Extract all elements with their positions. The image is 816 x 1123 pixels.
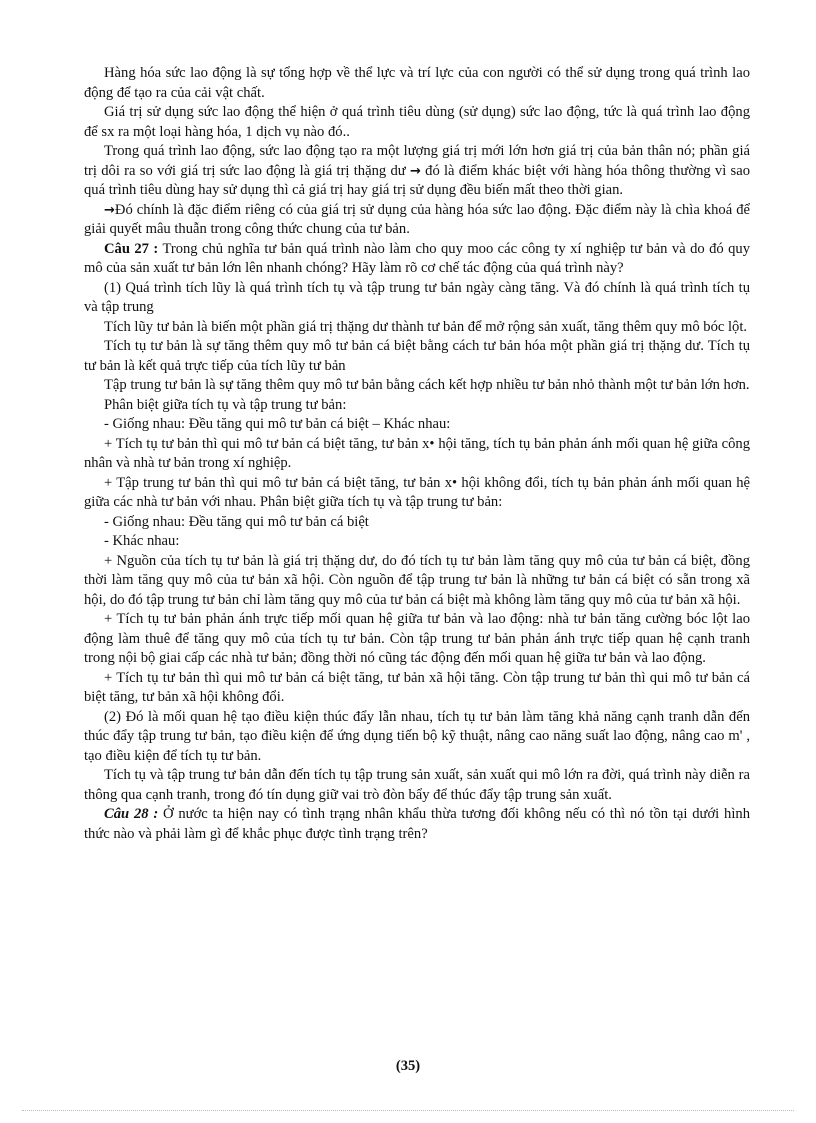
paragraph-text: Tích tụ và tập trung tư bản dẫn đến tích tụ tập trung sản xuất, sản xuất qui mô lớn ra đời, quá trình này diễn ra thông qua cạnh tranh, trong đó tín dụng giữ vai trò đòn bẩy để thúc đẩy tập trung sản xuất. xyxy=(84,767,750,803)
question-label: Câu 27 : xyxy=(104,240,159,257)
list-item xyxy=(84,435,750,474)
list-item xyxy=(84,415,750,435)
paragraph xyxy=(84,64,750,103)
list-item xyxy=(84,669,750,708)
paragraph xyxy=(84,766,750,805)
paragraph-text: đó là điểm khác biệt với hàng hóa thông thường vì sao quá trình tiêu dùng hay sử dụng thì cả giá trị hay giá trị sử dụng đều biến mất theo thời gian. xyxy=(84,162,751,198)
paragraph xyxy=(84,708,750,767)
paragraph-text: - Khác nhau: xyxy=(104,533,180,549)
question-label: Câu 28 : xyxy=(104,806,159,822)
question-27 xyxy=(84,240,750,279)
paragraph xyxy=(84,103,750,142)
paragraph xyxy=(84,376,750,396)
list-item xyxy=(84,532,750,552)
paragraph-text: Phân biệt giữa tích tụ và tập trung tư bản: xyxy=(104,396,347,413)
paragraph-text: + Tích tụ tư bản thì qui mô tư bản cá biệt tăng, tư bản x• hội tăng, tích tụ bản phản ánh mối quan hệ giữa công nhân và nhà tư bản trong xí nghiệp. xyxy=(84,435,750,471)
paragraph-text: Hàng hóa sức lao động là sự tổng hợp về thể lực và trí lực của con người có thể sử dụng trong quá trình lao động để tạo ra của cải vật chất. xyxy=(84,65,750,101)
paragraph xyxy=(84,201,750,240)
arrow-right-icon: → xyxy=(104,202,115,218)
paragraph xyxy=(84,396,750,416)
page-number: (35) xyxy=(395,1058,421,1074)
list-item xyxy=(84,610,750,669)
paragraph xyxy=(84,279,750,318)
paragraph-text: (1) Quá trình tích lũy là quá trình tích tụ và tập trung tư bản ngày càng tăng. Và đó chính là quá trình tích tụ và tập trung xyxy=(84,279,750,315)
paragraph-text: Tích lũy tư bản là biến một phần giá trị thặng dư thành tư bản để mở rộng sản xuất, tăng thêm quy mô bóc lột. xyxy=(104,318,748,335)
paragraph xyxy=(84,142,750,201)
paragraph-text: Trong quá trình lao động, sức lao động tạo ra một lượng giá trị mới lớn hơn giá trị của bản thân nó; phần giá trị dôi ra so với giá trị sức lao động là giá trị thặng dư xyxy=(84,143,750,179)
bottom-divider xyxy=(22,1110,794,1111)
paragraph-text: Giá trị sử dụng sức lao động thể hiện ở quá trình tiêu dùng (sử dụng) sức lao động, tức là quá trình lao động để sx ra một loại hàng hóa, 1 dịch vụ nào đó.. xyxy=(84,104,750,140)
question-text: Trong chủ nghĩa tư bản quá trình nào làm cho quy moo các công ty xí nghiệp tư bản và do đó quy mô của sản xuất tư bản lớn lên nhanh chóng? Hãy làm rõ cơ chế tác động của quá trình này? xyxy=(84,240,751,276)
document-body xyxy=(84,64,750,844)
question-28 xyxy=(84,805,750,844)
paragraph xyxy=(84,318,750,338)
paragraph-text: + Tập trung tư bản thì qui mô tư bản cá biệt tăng, tư bản x• hội không đổi, tích tụ bản phản ánh mối quan hệ giữa các nhà tư bản với nhau. Phân biệt giữa tích tụ và tập trung tư bản: xyxy=(84,474,750,510)
paragraph-text: + Nguồn của tích tụ tư bản là giá trị thặng dư, do đó tích tụ tư bản làm tăng quy mô của tư bản cá biệt, đồng thời làm tăng quy mô của tư bản xã hội. Còn nguồn để tập trung tư bản là những tư bản cá biệt có sẵn trong xã hội, do đó tập trung tư bản chỉ làm tăng quy mô của tư bản cá biệt mà không làm tăng quy mô của tư bản xã hội. xyxy=(84,552,750,608)
question-text: Ở nước ta hiện nay có tình trạng nhân khẩu thừa tương đối không nếu có thì nó tồn tại dưới hình thức nào và phải làm gì để khắc phục được tình trạng trên? xyxy=(84,806,750,842)
paragraph-text: (2) Đó là mối quan hệ tạo điều kiện thúc đẩy lẫn nhau, tích tụ tư bản làm tăng khả năng cạnh tranh dẫn đến thúc đẩy tập trung tư bản, tạo điều kiện để ứng dụng tiến bộ kỹ thuật, nâng cao năng suất lao động, nâng cao m' , tạo điều kiện để tích tụ tư bản. xyxy=(84,708,750,764)
paragraph-text: Tích tụ tư bản là sự tăng thêm quy mô tư bản cá biệt bằng cách tư bản hóa một phần giá trị thặng dư. Tích tụ tư bản là kết quả trực tiếp của tích lũy tư bản xyxy=(84,338,750,374)
paragraph-text: - Giống nhau: Đều tăng qui mô tư bản cá biệt xyxy=(104,513,369,530)
paragraph-text: + Tích tụ tư bản phản ánh trực tiếp mối quan hệ giữa tư bản và lao động: nhà tư bản tăng cường bóc lột lao động làm thuê để tăng quy mô của tích tụ tư bản. Còn tập trung tư bản phản ánh trực tiếp quan hệ cạnh tranh trong nội bộ giai cấp các nhà tư bản; đồng thời nó cũng tác động đến mối quan hệ giữa tư bản và lao động. xyxy=(84,611,750,666)
list-item xyxy=(84,552,750,611)
paragraph-text: Tập trung tư bản là sự tăng thêm quy mô tư bản bằng cách kết hợp nhiều tư bản nhỏ thành một tư bản lớn hơn. xyxy=(104,377,750,393)
paragraph-text: - Giống nhau: Đều tăng qui mô tư bản cá biệt – Khác nhau: xyxy=(104,416,451,432)
paragraph xyxy=(84,337,750,376)
paragraph-text: + Tích tụ tư bản thì qui mô tư bản cá biệt tăng, tư bản xã hội tăng. Còn tập trung tư bản thì qui mô tư bản cá biệt tăng, tư bản xã hội không đổi. xyxy=(84,669,750,705)
paragraph-text: Đó chính là đặc điểm riêng có của giá trị sử dụng của hàng hóa sức lao động. Đặc điểm này là chìa khoá để giải quyết mâu thuẫn trong công thức chung của tư bản. xyxy=(84,201,750,237)
list-item xyxy=(84,474,750,513)
arrow-right-icon: → xyxy=(409,163,421,179)
list-item xyxy=(84,513,750,533)
